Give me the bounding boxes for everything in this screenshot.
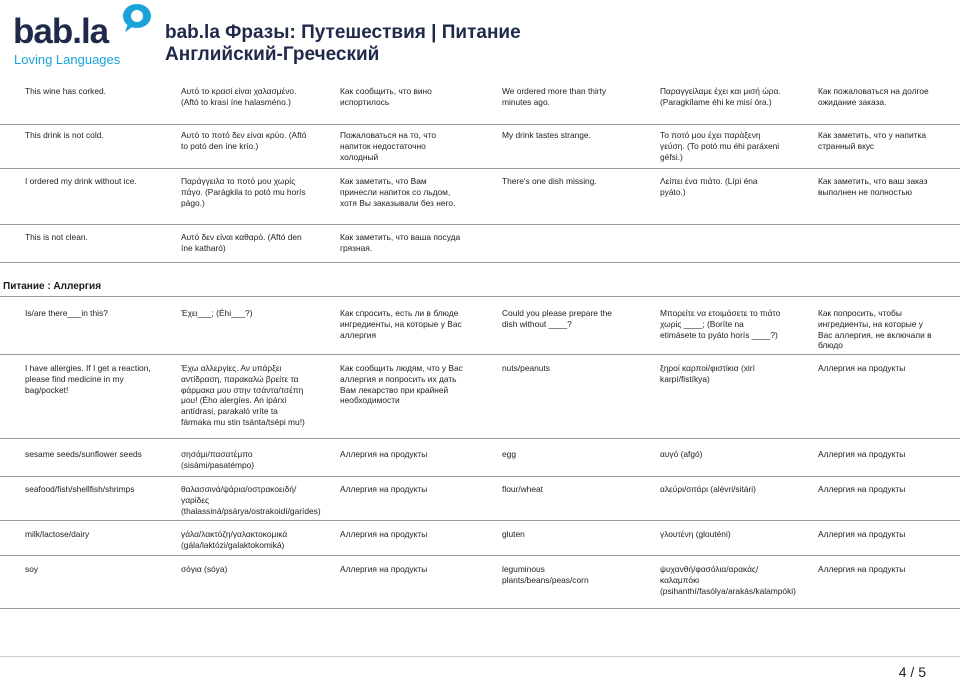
cell-note: Аллергия на продукты bbox=[818, 449, 906, 459]
cell-greek: Αυτό δεν είναι καθαρό. (Aftó den íne katharó) bbox=[181, 232, 302, 253]
table-row bbox=[0, 86, 960, 125]
cell-english: sesame seeds/sunflower seeds bbox=[25, 449, 142, 459]
cell-greek: σόγια (sóya) bbox=[181, 564, 228, 574]
cell-english: soy bbox=[25, 564, 39, 574]
cell-greek: Έχει___; (Éhi___?) bbox=[181, 308, 253, 318]
cell-english: milk/lactose/dairy bbox=[25, 529, 90, 539]
cell-note: Как сообщить людям, что у Вас аллергия и попросить их дать Вам лекарство при крайней необходимости bbox=[340, 363, 463, 406]
cell-note: Аллергия на продукты bbox=[340, 529, 428, 539]
cell-greek: Παραγγείλαμε έχει και μισή ώρα. (Paragkílame éhi ke misí óra.) bbox=[660, 86, 781, 107]
cell-greek: Έχω αλλεργίες. Αν υπάρξει αντίδραση, παρακαλώ βρείτε τα φάρμακα μου στην τσάντα/τσέπη μου! (Ého alergíes. An ipárxi antídrasi, parakaló vríte ta fármaka mu stin tsánta/tsépi mu!) bbox=[181, 363, 305, 427]
page-title bbox=[165, 22, 521, 66]
cell-english: We ordered more than thirty minutes ago. bbox=[502, 86, 607, 107]
cell-english: egg bbox=[502, 449, 516, 459]
cell-greek: θαλασσινά/ψάρια/οστρακοειδή/γαρίδες (thalassiná/psárya/ostrakoidí/garídes) bbox=[181, 484, 321, 516]
cell-note: Пожаловаться на то, что напиток недостаточно холодный bbox=[340, 130, 436, 162]
cell-english: This drink is not cold. bbox=[25, 130, 104, 140]
cell-english: I ordered my drink without ice. bbox=[25, 176, 137, 186]
cell-greek: γάλα/λακτόζη/γαλακτοκομικά (gála/laktózi/galaktokomiká) bbox=[181, 529, 288, 550]
page-title-line1: bab.la Фразы: Путешествия | Питание bbox=[165, 22, 521, 43]
cell-greek: Παράγγειλα το ποτό μου χωρίς πάγο. (Parágkila to potó mu horís págo.) bbox=[181, 176, 306, 208]
cell-greek: ξηροί καρποί/φιστίκια (xirí karpí/fistíkya) bbox=[660, 363, 755, 384]
table-row bbox=[0, 564, 960, 609]
cell-greek: Αυτό το ποτό δεν είναι κρύο. (Aftó to potó den íne krío.) bbox=[181, 130, 307, 151]
cell-english: This wine has corked. bbox=[25, 86, 106, 96]
cell-greek: Λείπει ένα πιάτο. (Lípi éna pyáto.) bbox=[660, 176, 758, 197]
cell-greek: Το ποτό μου έχει παράξενη γεύση. (To potó mu éhi paráxeni géfsi.) bbox=[660, 130, 780, 162]
cell-note: Как заметить, что Вам принесли напиток со льдом, хотя Вы заказывали без него. bbox=[340, 176, 456, 208]
cell-english: I have allergies. If I get a reaction, please find medicine in my bag/pocket! bbox=[25, 363, 151, 395]
cell-english: gluten bbox=[502, 529, 525, 539]
page-title-line2: Английский-Греческий bbox=[165, 44, 380, 65]
cell-greek: αλεύρι/σιτάρι (alévri/sitári) bbox=[660, 484, 756, 494]
cell-note: Как сообщить, что вино испортилось bbox=[340, 86, 432, 107]
table-row bbox=[0, 363, 960, 439]
cell-english: flour/wheat bbox=[502, 484, 543, 494]
cell-english: Is/are there___in this? bbox=[25, 308, 108, 318]
cell-english: leguminous plants/beans/peas/corn bbox=[502, 564, 589, 585]
cell-note: Как заметить, что ваш заказ выполнен не полностью bbox=[818, 176, 928, 197]
table-row bbox=[0, 130, 960, 169]
cell-note: Аллергия на продукты bbox=[340, 449, 428, 459]
cell-note: Аллергия на продукты bbox=[818, 363, 906, 373]
section-title: Питание : Аллергия bbox=[3, 281, 102, 292]
cell-english: nuts/peanuts bbox=[502, 363, 550, 373]
cell-note: Как заметить, что у напитка странный вкус bbox=[818, 130, 926, 151]
cell-greek: σησάμι/πασατέμπο (sisámi/pasatémpo) bbox=[181, 449, 255, 470]
cell-english: Could you please prepare the dish without ____? bbox=[502, 308, 612, 329]
cell-note: Аллергия на продукты bbox=[818, 484, 906, 494]
logo-wordmark: bab.la bbox=[13, 12, 109, 51]
cell-english: My drink tastes strange. bbox=[502, 130, 591, 140]
footer-divider bbox=[0, 656, 960, 657]
table-row bbox=[0, 176, 960, 225]
cell-note: Как попросить, чтобы ингредиенты, на которые у Вас аллергия, не включали в блюдо bbox=[818, 308, 932, 351]
page-number: 4 / 5 bbox=[898, 664, 926, 680]
table-row bbox=[0, 308, 960, 355]
cell-note: Аллергия на продукты bbox=[340, 564, 428, 574]
cell-greek: ψυχανθή/φασόλια/αρακάς/καλαμπόκι (psihanthí/fasólya/arakás/kalampóki) bbox=[660, 564, 796, 596]
cell-greek: αυγό (afgó) bbox=[660, 449, 703, 459]
cell-english: This is not clean. bbox=[25, 232, 88, 242]
cell-note: Как спросить, есть ли в блюде ингредиенты, на которые у Вас аллергия bbox=[340, 308, 462, 340]
table-row bbox=[0, 484, 960, 521]
cell-english: seafood/fish/shellfish/shrimps bbox=[25, 484, 135, 494]
page-header bbox=[0, 0, 960, 80]
logo-tagline: Loving Languages bbox=[14, 52, 121, 67]
cell-greek: γλουτένη (glouténi) bbox=[660, 529, 731, 539]
table-row bbox=[0, 449, 960, 477]
babla-logo[interactable] bbox=[13, 2, 153, 70]
speech-bubble-icon bbox=[121, 2, 153, 34]
cell-note: Аллергия на продукты bbox=[818, 529, 906, 539]
cell-note: Как пожаловаться на долгое ожидание заказа. bbox=[818, 86, 929, 107]
cell-note: Аллергия на продукты bbox=[340, 484, 428, 494]
cell-greek: Αυτό το κρασί είναι χαλασμένο. (Aftó to krasí íne halasméno.) bbox=[181, 86, 297, 107]
cell-note: Как заметить, что ваша посуда грязная. bbox=[340, 232, 461, 253]
table-row bbox=[0, 232, 960, 263]
table-row bbox=[0, 529, 960, 556]
cell-greek: Μπορείτε να ετοιμάσετε το πιάτο χωρίς ____; (Boríte na etimásete to pyáto horís ____?) bbox=[660, 308, 781, 340]
cell-english: There's one dish missing. bbox=[502, 176, 597, 186]
cell-note: Аллергия на продукты bbox=[818, 564, 906, 574]
section-divider bbox=[0, 296, 960, 297]
